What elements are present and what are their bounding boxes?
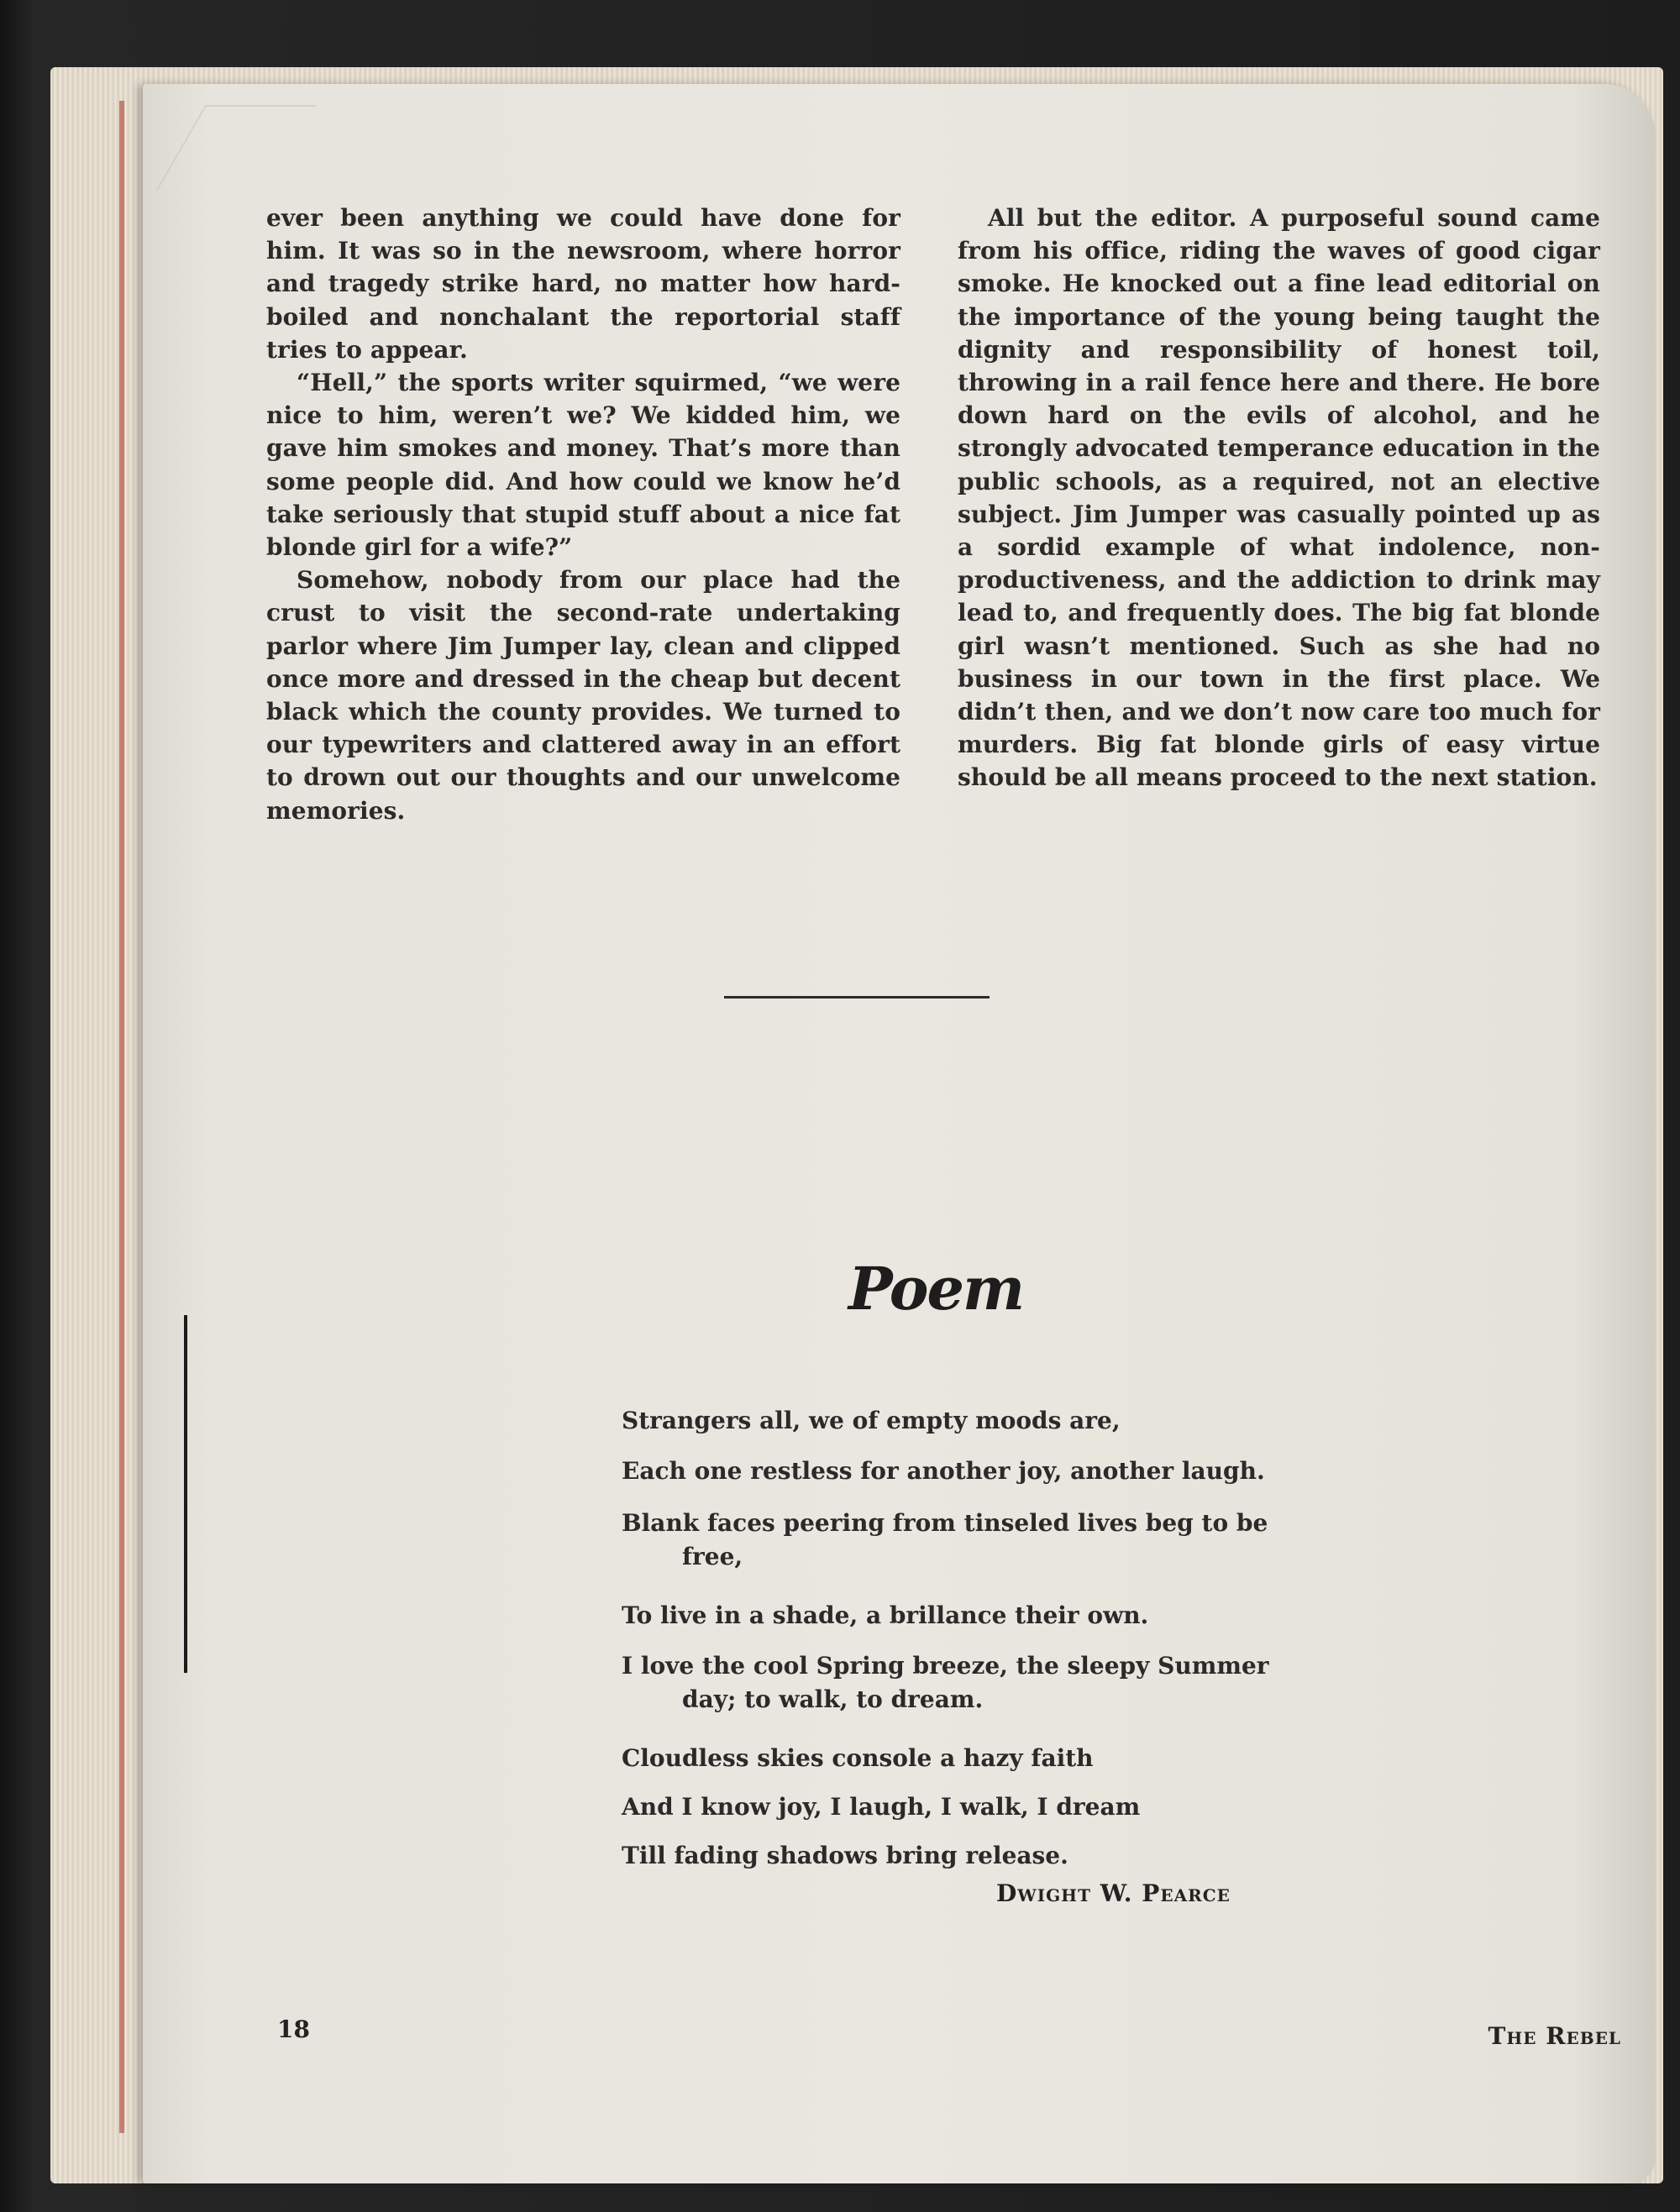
poem-line	[622, 1839, 1277, 1873]
poem-line	[622, 1649, 1277, 1717]
page-number: 18	[277, 2015, 310, 2043]
poem-line-text: To live in a shade, a brillance their own.	[622, 1601, 1149, 1629]
left-text-column	[266, 202, 900, 827]
section-divider	[724, 996, 990, 999]
poem-line	[622, 1507, 1277, 1574]
poem-line	[622, 1599, 1277, 1633]
poem-line-text: And I know joy, I laugh, I walk, I dream	[622, 1793, 1141, 1821]
poem-line-text: Blank faces peering from tinseled lives beg to be	[622, 1509, 1268, 1537]
poem-line	[622, 1455, 1277, 1488]
poem-title: Poem	[848, 1254, 1024, 1324]
poem-line-text: Strangers all, we of empty moods are,	[622, 1407, 1121, 1434]
poem-line-text: Each one restless for another joy, another laugh.	[622, 1457, 1265, 1485]
poem-line	[622, 1790, 1277, 1824]
poem-line	[622, 1742, 1277, 1775]
poem-line	[622, 1404, 1277, 1438]
poem-line-text: Till fading shadows bring release.	[622, 1842, 1068, 1869]
paragraph: ever been anything we could have done for him. It was so in the newsroom, where horror and tragedy strike hard, no matter how hard-boiled and nonchalant the reportorial staff tries to appear.	[266, 204, 900, 364]
red-page-edge	[119, 101, 124, 2133]
paragraph: Somehow, nobody from our place had the crust to visit the second-rate undertaking parlor where Jim Jumper lay, clean and clipped once more and dressed in the cheap but decent black which the county provides. We turned to our typewriters and clattered away in an effort to drown out our thoughts and our unwelcome memories.	[266, 566, 900, 825]
right-text-column	[958, 202, 1600, 794]
paragraph: All but the editor. A purposeful sound came from his office, riding the waves of good cigar smoke. He knocked out a fine lead editorial on the importance of the young being taught the dignity and responsibility of honest toil, throwing in a rail fence here and there. He bore down hard on the evils of alcohol, and he strongly advocated temperance education in the public schools, as a required, not an elective subject. Jim Jumper was casually pointed up as a sordid example of what indolence, non-productiveness, and the addiction to drink may lead to, and frequently does. The big fat blonde girl wasn’t mentioned. Such as she had no business in our town in the first place. We didn’t then, and we don’t now care too much for murders. Big fat blonde girls of easy virtue should be all means proceed to the next station.	[958, 204, 1600, 792]
margin-rule	[184, 1315, 187, 1673]
poem-line-text: Cloudless skies console a hazy faith	[622, 1744, 1094, 1772]
paragraph: “Hell,” the sports writer squirmed, “we were nice to him, weren’t we? We kidded him, we gave him smokes and money. That’s more than some people did. And how could we know he’d take seriously that stupid stuff about a nice fat blonde girl for a wife?”	[266, 369, 900, 562]
poem-line-continuation: day; to walk, to dream.	[682, 1685, 984, 1713]
poem-line-continuation: free,	[682, 1543, 743, 1570]
publication-title: The Rebel	[1488, 2022, 1621, 2050]
poem-line-text: I love the cool Spring breeze, the sleepy Summer	[622, 1652, 1269, 1680]
poem-author: Dwight W. Pearce	[996, 1879, 1231, 1907]
